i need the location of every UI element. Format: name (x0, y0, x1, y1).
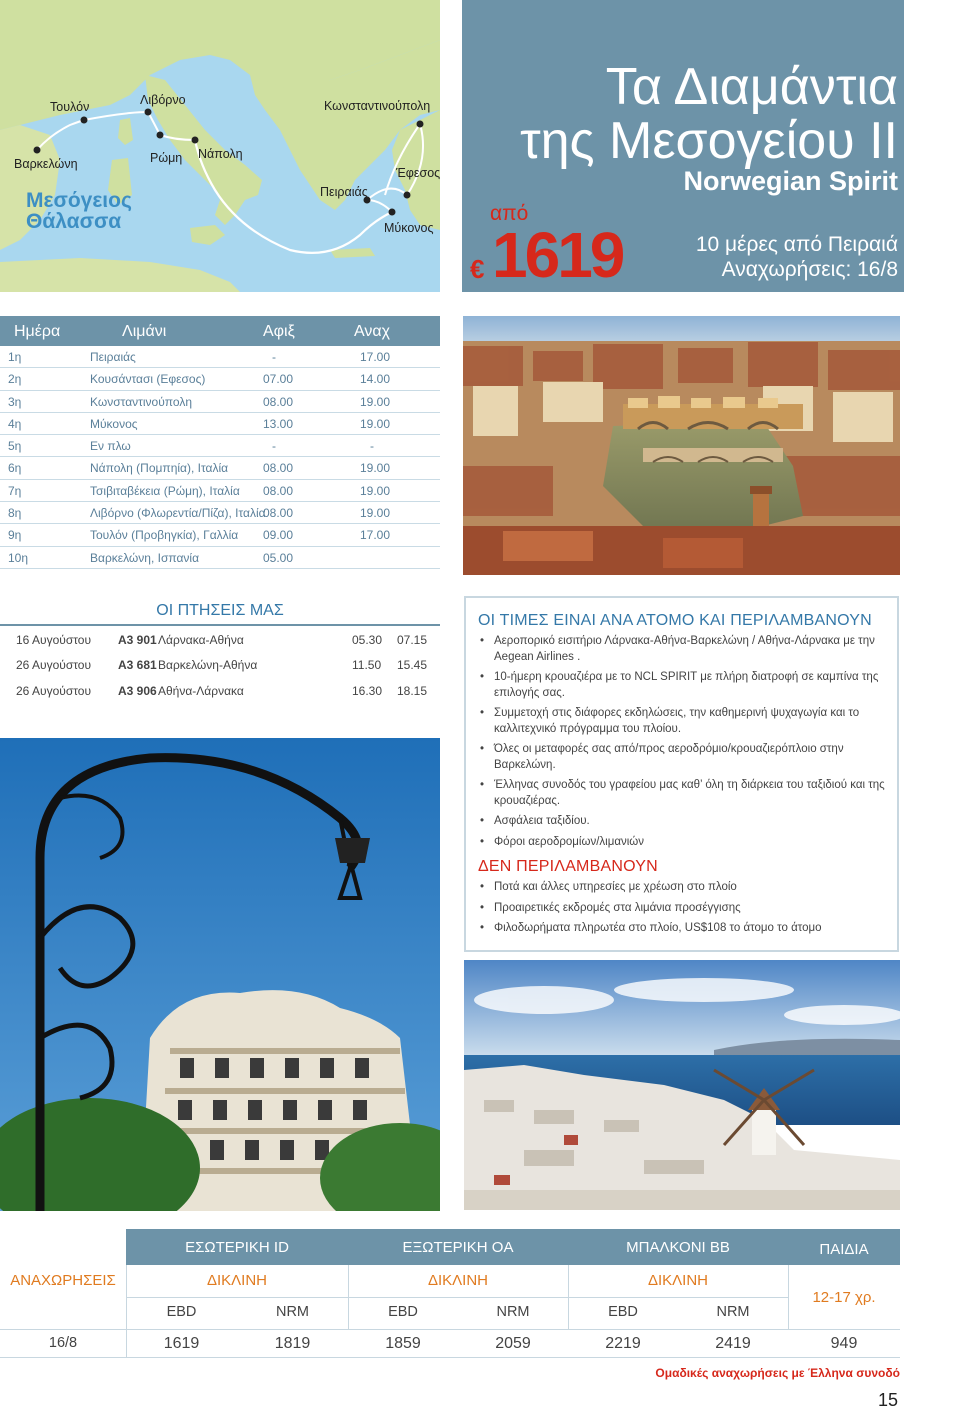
map-label-constantinople: Κωνσταντινούπολη (324, 99, 431, 113)
header-arrival: Αφιξ (263, 323, 295, 340)
category-inner: ΕΣΩΤΕΡΙΚΗ ID (185, 1239, 289, 1256)
cell-day: 4η (8, 416, 22, 431)
inner-double-label: ΔΙΚΛΙΝΗ (206, 1272, 268, 1289)
map-label-ephesus: Έφεσος (396, 166, 440, 180)
children-age: 12-17 χρ. (812, 1289, 876, 1306)
price-outer-nrm: 2059 (495, 1335, 531, 1352)
category-outer: ΕΞΩΤΕΡΙΚΗ OA (402, 1239, 514, 1256)
flight-code: A3 681 (118, 658, 157, 672)
flight-arrival: 15.45 (397, 658, 428, 672)
flight-route: Αθήνα-Λάρνακα (158, 684, 244, 698)
cell-arrival: - (272, 350, 276, 364)
sea-line-1: Μεσόγειος (26, 189, 132, 212)
map-label-livorno: Λιβόρνο (140, 93, 186, 107)
flight-departure: 16.30 (352, 684, 383, 698)
route-map (0, 0, 440, 292)
price-balcony-nrm: 2419 (715, 1335, 751, 1352)
cell-day: 7η (8, 483, 22, 498)
cell-arrival: 08.00 (263, 506, 294, 521)
cruise-details (696, 232, 898, 282)
departure-date: 16/8 (48, 1335, 78, 1351)
flight-date: 16 Αυγούστου (16, 633, 92, 647)
table-row (0, 547, 440, 569)
cell-port: Κουσάντασι (Εφεσος) (90, 372, 206, 387)
flight-route: Βαρκελώνη-Αθήνα (158, 658, 258, 672)
price-outer-ebd: 1859 (385, 1335, 421, 1352)
table-row (0, 413, 440, 435)
cell-departure: 17.00 (360, 528, 391, 543)
cell-arrival: 13.00 (263, 416, 294, 431)
price-table (0, 1229, 900, 1359)
cell-departure: 19.00 (360, 394, 391, 409)
cell-day: 10η (8, 550, 29, 565)
map-label-toulon: Τουλόν (50, 100, 90, 114)
divider (0, 1329, 900, 1330)
divider (788, 1265, 789, 1329)
map-label-rome: Ρώμη (150, 151, 183, 165)
cruise-title (520, 60, 898, 168)
flight-route: Λάρνακα-Αθήνα (158, 633, 244, 647)
balcony-nrm-label: NRM (716, 1304, 750, 1320)
flight-arrival: 07.15 (397, 633, 428, 647)
list-item: • Ασφάλεια ταξιδίου. (478, 814, 887, 830)
flights-section (0, 598, 440, 708)
category-balcony: ΜΠΑΛΚΟΝΙ BB (626, 1239, 730, 1256)
table-row (0, 435, 440, 457)
cell-port: Πειραιάς (90, 350, 136, 364)
cruise-duration: 10 μέρες από Πειραιά (695, 233, 898, 256)
included-services-box (464, 596, 899, 952)
cell-day: 5η (8, 439, 22, 454)
cell-departure: 14.00 (360, 372, 391, 387)
included-title: ΟΙ ΤΙΜΕΣ ΕΙΝΑΙ ΑΝΑ ΑΤΟΜΟ ΚΑΙ ΠΕΡΙΛΑΜΒΑΝΟΥΝ (478, 612, 872, 629)
table-row (0, 346, 440, 368)
cell-port: Νάπολη (Πομπηία), Ιταλία (90, 461, 229, 476)
price-inner-ebd: 1619 (163, 1335, 200, 1352)
map-label-barcelona: Βαρκελώνη (14, 157, 78, 171)
cell-port: Βαρκελώνη, Ισπανία (90, 550, 200, 565)
table-row (0, 368, 440, 390)
cell-port: Λιβόρνο (Φλωρεντία/Πίζα), Ιταλία (90, 506, 266, 521)
photo-mykonos (464, 960, 900, 1210)
price-from-label: από (490, 202, 529, 225)
divider (126, 1297, 788, 1298)
itinerary-header (0, 316, 440, 346)
map-label-piraeus: Πειραιάς (320, 185, 368, 199)
cell-day: 9η (8, 528, 22, 543)
list-item: • Φιλοδωρήματα πληρωτέα στο πλοίο, US$108 το άτομο το άτομο (478, 921, 887, 937)
cell-departure: 19.00 (360, 461, 391, 476)
flight-departure: 05.30 (352, 633, 383, 647)
inner-nrm-label: NRM (275, 1304, 310, 1320)
map-graphic (0, 0, 440, 292)
header-departure: Αναχ (354, 323, 391, 340)
flight-date: 26 Αυγούστου (16, 658, 92, 672)
cell-arrival: 07.00 (263, 372, 294, 387)
list-item: • Αεροπορικό εισιτήριο Λάρνακα-Αθήνα-Βαρκελώνη / Αθήνα-Λάρνακα με την Aegean Airlines . (478, 634, 887, 665)
cell-day: 6η (8, 461, 22, 476)
cell-departure: 19.00 (360, 506, 391, 521)
outer-nrm-label: NRM (496, 1304, 530, 1320)
price-balcony-ebd: 2219 (605, 1335, 641, 1352)
title-box (462, 0, 904, 292)
category-children: ΠΑΙΔΙΑ (819, 1241, 869, 1258)
cell-departure: 19.00 (360, 416, 391, 431)
cell-arrival: - (272, 439, 276, 454)
flight-code: A3 901 (118, 633, 157, 647)
divider (0, 1357, 900, 1358)
list-item: • Ποτά και άλλες υπηρεσίες με χρέωση στο πλοίο (478, 880, 887, 896)
price-children: 949 (830, 1335, 858, 1352)
table-row (0, 391, 440, 413)
flight-code: A3 906 (118, 684, 157, 698)
list-item: • Προαιρετικές εκδρομές στα λιμάνια προσέγγισης (478, 901, 887, 917)
divider (126, 1265, 127, 1357)
list-item: • Συμμετοχή στις διάφορες εκδηλώσεις, την καθημερινή ψυχαγωγία και το καλλιτεχνικό πρόγραμμα του πλοίου. (478, 706, 887, 737)
price-value: 1619 (492, 219, 623, 291)
cell-arrival: 08.00 (263, 483, 294, 498)
outer-ebd-label: EBD (388, 1304, 418, 1320)
balcony-double-label: ΔΙΚΛΙΝΗ (647, 1272, 709, 1289)
excluded-list (478, 880, 887, 937)
list-item: • 10-ήμερη κρουαζιέρα με το NCL SPIRIT με πλήρη διατροφή σε καμπίνα της επιλογής σας. (478, 670, 887, 701)
footer-note: Ομαδικές αναχωρήσεις με Έλληνα συνοδό (655, 1366, 900, 1380)
cell-arrival: 08.00 (263, 461, 294, 476)
cell-departure: 17.00 (360, 350, 391, 364)
excluded-title: ΔΕΝ ΠΕΡΙΛΑΜΒΑΝΟΥΝ (478, 858, 658, 875)
table-row (0, 457, 440, 479)
cell-arrival: 05.00 (263, 550, 294, 565)
flights-title: ΟΙ ΠΤΗΣΕΙΣ ΜΑΣ (0, 598, 440, 626)
flight-row (0, 630, 440, 650)
flight-row (0, 655, 440, 675)
divider (348, 1265, 349, 1329)
photo-barcelona (0, 738, 440, 1211)
cell-departure: 19.00 (360, 483, 391, 498)
balcony-ebd-label: EBD (608, 1304, 638, 1320)
flight-departure: 11.50 (352, 658, 382, 672)
map-label-mykonos: Μύκονος (384, 221, 434, 235)
price-inner-nrm: 1819 (274, 1335, 311, 1352)
cell-departure: - (370, 439, 374, 454)
title-line-2: της Μεσογείου ΙΙ (520, 112, 898, 170)
inner-ebd-label: EBD (166, 1304, 197, 1320)
map-label-naples: Νάπολη (198, 147, 243, 161)
outer-double-label: ΔΙΚΛΙΝΗ (427, 1272, 489, 1289)
flight-arrival: 18.15 (397, 684, 428, 698)
list-item: • Όλες οι μεταφορές σας από/προς αεροδρόμιο/κρουαζιερόπλοιο στην Βαρκελώνη. (478, 742, 887, 773)
cell-day: 3η (8, 394, 22, 409)
header-port: Λιμάνι (122, 323, 167, 340)
ship-name: Norwegian Spirit (683, 166, 898, 196)
cell-port: Τσιβιταβέκεια (Ρώμη), Ιταλία (90, 483, 240, 498)
cell-day: 8η (8, 506, 22, 521)
list-item: • Φόροι αεροδρομίων/λιμανιών (478, 835, 887, 851)
cell-port: Μύκονος (90, 416, 138, 431)
divider (568, 1265, 569, 1329)
map-sea-label (26, 190, 132, 232)
table-row (0, 524, 440, 546)
cell-port: Εν πλω (90, 439, 131, 454)
header-day: Ημέρα (14, 323, 61, 340)
departures-header: ΑΝΑΧΩΡΗΣΕΙΣ (10, 1272, 116, 1289)
table-row (0, 502, 440, 524)
included-list (478, 634, 887, 850)
cell-day: 1η (8, 350, 22, 364)
cell-port: Τουλόν (Προβηγκία), Γαλλία (90, 528, 239, 543)
title-line-1: Τα Διαμάντια (605, 58, 898, 116)
flight-row (0, 681, 440, 701)
cell-arrival: 09.00 (263, 528, 294, 543)
sea-line-2: Θάλασσα (26, 210, 122, 233)
price-currency: € (470, 254, 485, 284)
cell-day: 2η (8, 372, 22, 387)
flight-date: 26 Αυγούστου (16, 684, 92, 698)
cell-arrival: 08.00 (263, 394, 294, 409)
list-item: • Έλληνας συνοδός του γραφείου μας καθ’ όλη τη διάρκεια του ταξιδιού και της κρουαζιέρας. (478, 778, 887, 809)
cruise-departures: Αναχωρήσεις: 16/8 (721, 258, 898, 281)
cell-port: Κωνσταντινούπολη (90, 394, 193, 409)
table-row (0, 480, 440, 502)
itinerary-table (0, 316, 440, 569)
page-number: 15 (877, 1390, 898, 1410)
photo-florence (463, 316, 900, 575)
